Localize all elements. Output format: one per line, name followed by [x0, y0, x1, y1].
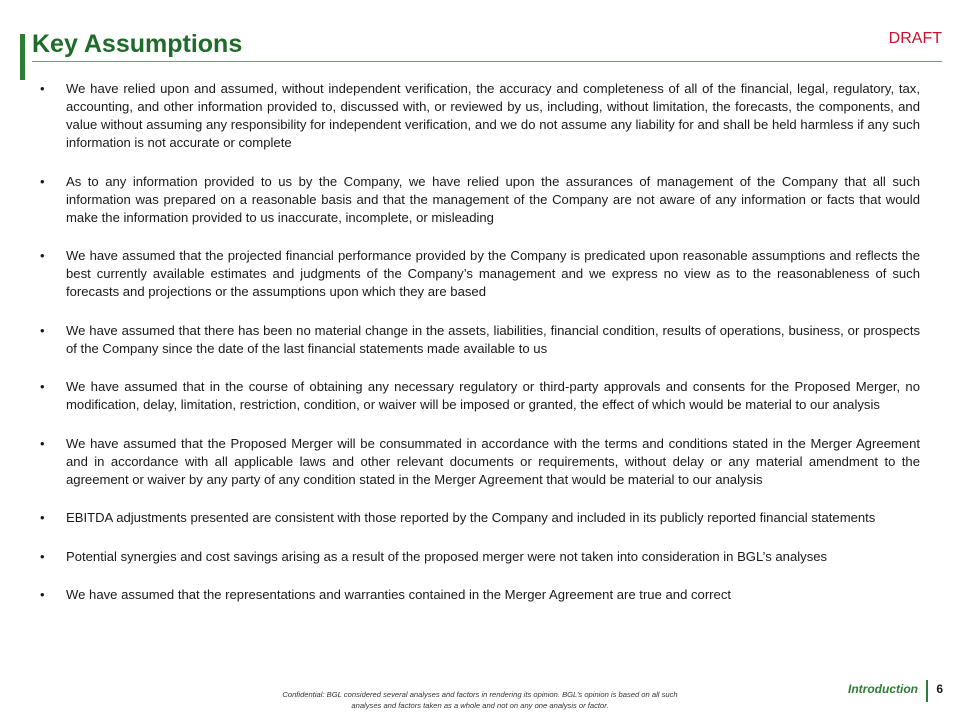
assumption-item: • EBITDA adjustments presented are consistent with those reported by the Company and included in its publicly reported financial statements [40, 509, 920, 527]
title-accent-bar [20, 34, 25, 80]
title-divider [32, 61, 942, 62]
assumption-item: • We have assumed that there has been no material change in the assets, liabilities, financial condition, results of operations, business, or prospects of the Company since the date of the last financial statements made available to us [40, 322, 920, 358]
assumption-item: • We have assumed that the projected financial performance provided by the Company is predicated upon reasonable assumptions and reflects the best currently available estimates and judgments of the Company’s management and we express no view as to the reasonableness of such forecasts and projections or the assumptions upon which they are based [40, 247, 920, 301]
assumption-item: • We have assumed that in the course of obtaining any necessary regulatory or third-party approvals and consents for the Proposed Merger, no modification, delay, limitation, restriction, condition, or waiver will be imposed or granted, the effect of which would be material to our analysis [40, 378, 920, 414]
assumption-item: • Potential synergies and cost savings arising as a result of the proposed merger were not taken into consideration in BGL’s analyses [40, 548, 920, 566]
confidential-note: Confidential: BGL considered several analyses and factors in rendering its opinion. BGL’s opinion is based on all such analyses and factors taken as a whole and not on any one analysis or factor. [282, 690, 678, 710]
footer-divider [926, 680, 928, 702]
page-title: Key Assumptions [32, 30, 243, 58]
assumptions-list [40, 80, 920, 625]
assumption-item: • We have relied upon and assumed, without independent verification, the accuracy and completeness of all of the financial, legal, regulatory, tax, accounting, and other information provided to, discussed with, or reviewed by us, including, without limitation, the forecasts, the components, and value without assuming any responsibility for independent verification, and we do not assume any liability for and shall be held harmless if any such information is not accurate or complete [40, 80, 920, 152]
section-label: Introduction [848, 682, 918, 696]
assumption-item: • We have assumed that the representations and warranties contained in the Merger Agreement are true and correct [40, 586, 920, 604]
draft-label: DRAFT [888, 30, 942, 47]
page-number: 6 [936, 682, 943, 696]
assumption-item: • We have assumed that the Proposed Merger will be consummated in accordance with the terms and conditions stated in the Merger Agreement and in accordance with all applicable laws and other relevant documents or requirements, without delay or any material amendment to the agreement or waiver by any party of any condition stated in the Merger Agreement that would be material to our analysis [40, 435, 920, 489]
assumption-item: • As to any information provided to us by the Company, we have relied upon the assurances of management of the Company that all such information was prepared on a reasonable basis and that the management of the Company are not aware of any information or facts that would make the information provided to us inaccurate, incomplete, or misleading [40, 173, 920, 227]
